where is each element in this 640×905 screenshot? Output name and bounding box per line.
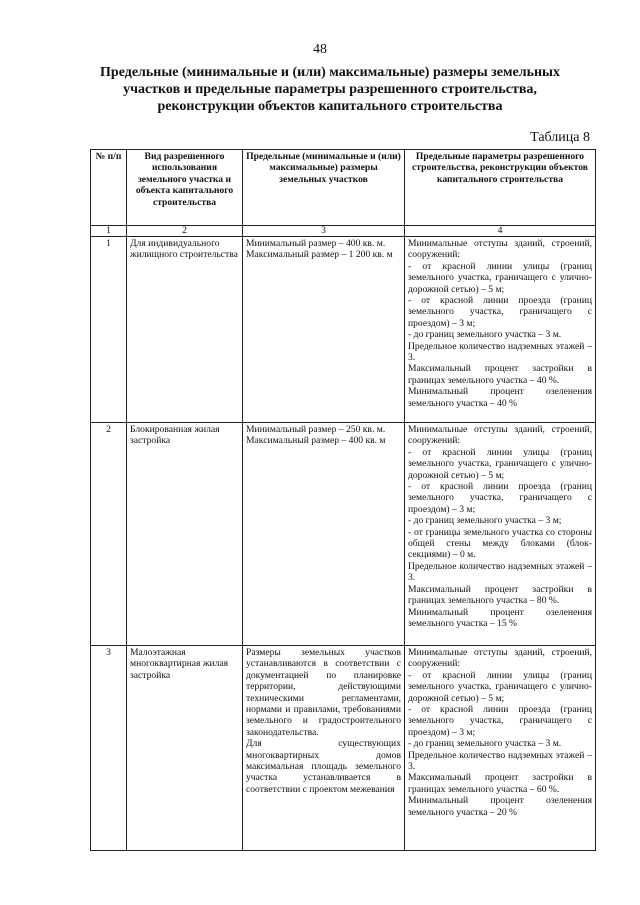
size-line: Максимальный размер – 400 кв. м	[246, 435, 386, 447]
use-type-cell: Блокированная жилая застройка	[127, 423, 243, 646]
param-line: - до границ земельного участка – 3 м.	[408, 329, 562, 341]
document-title: Предельные (минимальные и (или) максимальные) размеры земельных участков и предельные параметры разрешенного строительства, реконструкции объектов капитального строительства	[100, 65, 560, 114]
param-line: Предельное количество надземных этажей – 3.	[408, 340, 592, 364]
table-row	[91, 646, 596, 851]
use-type-cell: Малоэтажная многоквартирная жилая застройка	[127, 646, 243, 851]
plot-sizes-cell	[243, 646, 405, 851]
param-line: - от красной линии улицы (границ земельного участка, граничащего с улично-дорожной сетью) – 5 м;	[408, 669, 592, 704]
build-params-cell	[405, 423, 596, 646]
column-number-row	[91, 226, 596, 237]
header-use-type: Вид разрешенного использования земельного участка и объекта капитального строительства	[127, 150, 243, 226]
table-header-row	[91, 150, 596, 226]
size-line: Минимальный размер – 250 кв. м.	[246, 424, 386, 435]
page-number: 48	[313, 42, 327, 57]
column-number: 2	[127, 226, 243, 237]
param-line: Минимальный процент озеленения земельного участка – 15 %	[408, 606, 592, 629]
param-line: - от красной линии проезда (границ земельного участка, граничащего с проездом) – 3 м;	[408, 295, 592, 329]
plot-sizes-cell	[243, 237, 405, 423]
plot-sizes-cell	[243, 423, 405, 646]
param-line: - от красной линии проезда (границ земельного участка, граничащего с проездом) – 3 м;	[408, 481, 592, 515]
column-number: 3	[243, 226, 405, 237]
row-number: 3	[91, 646, 127, 851]
build-params-cell	[405, 646, 596, 851]
param-line: Максимальный процент застройки в границах земельного участка – 80 %.	[408, 583, 592, 607]
param-line: Максимальный процент застройки в границах земельного участка – 60 %.	[408, 772, 592, 795]
regulations-table	[90, 149, 596, 851]
header-number: № п/п	[91, 150, 127, 226]
row-number: 2	[91, 423, 127, 646]
param-line: Максимальный процент застройки в границах земельного участка – 40 %.	[408, 363, 592, 386]
use-type-cell: Для индивидуального жилищного строительства	[127, 237, 243, 423]
size-line: Максимальный размер – 1 200 кв. м	[246, 249, 393, 261]
param-line: Предельное количество надземных этажей – 3.	[408, 749, 592, 773]
param-line: - до границ земельного участка – 3 м.	[408, 738, 562, 750]
column-number: 4	[405, 226, 596, 237]
build-params-cell	[405, 237, 596, 423]
size-line: Размеры земельных участков устанавливаются в соответствии с документацией по планировке территории, действующими техническими регламентами, нормами и правилами, требованиями земельного и градостроительного законодательства.	[246, 647, 401, 738]
header-build-params: Предельные параметры разрешенного строительства, реконструкции объектов капитального строительства	[405, 150, 596, 226]
param-line: - от красной линии улицы (границ земельного участка, граничащего с улично-дорожной сетью) – 5 м;	[408, 260, 592, 295]
param-line: - от красной линии улицы (границ земельного участка, граничащего с улично-дорожной сетью) – 5 м;	[408, 446, 592, 481]
param-line: - до границ земельного участка – 3 м;	[408, 515, 562, 527]
column-number: 1	[91, 226, 127, 237]
size-line: Минимальный размер – 400 кв. м.	[246, 238, 386, 249]
header-plot-sizes: Предельные (минимальные и (или) максимальные) размеры земельных участков	[243, 150, 405, 226]
row-number: 1	[91, 237, 127, 423]
table-row	[91, 237, 596, 423]
table-row	[91, 423, 596, 646]
param-line: Минимальные отступы зданий, строений, сооружений:	[408, 424, 592, 447]
param-line: Минимальный процент озеленения земельного участка – 20 %	[408, 795, 592, 818]
param-line: Предельное количество надземных этажей – 3.	[408, 560, 592, 584]
param-line: Минимальные отступы зданий, строений, сооружений:	[408, 238, 592, 261]
param-line: Минимальные отступы зданий, строений, сооружений:	[408, 647, 592, 670]
size-line: Для существующих многоквартирных домов максимальная площадь земельного участка устанавливается в соответствии с проектом межевания	[246, 738, 401, 795]
param-line: Минимальный процент озеленения земельного участка – 40 %	[408, 386, 592, 409]
table-label: Таблица 8	[530, 130, 590, 145]
param-line: - от красной линии проезда (границ земельного участка, граничащего с проездом) – 3 м;	[408, 704, 592, 738]
param-line: - от границы земельного участка со стороны общей стены между блоками (блок-секциями) – 0 м.	[408, 526, 592, 561]
